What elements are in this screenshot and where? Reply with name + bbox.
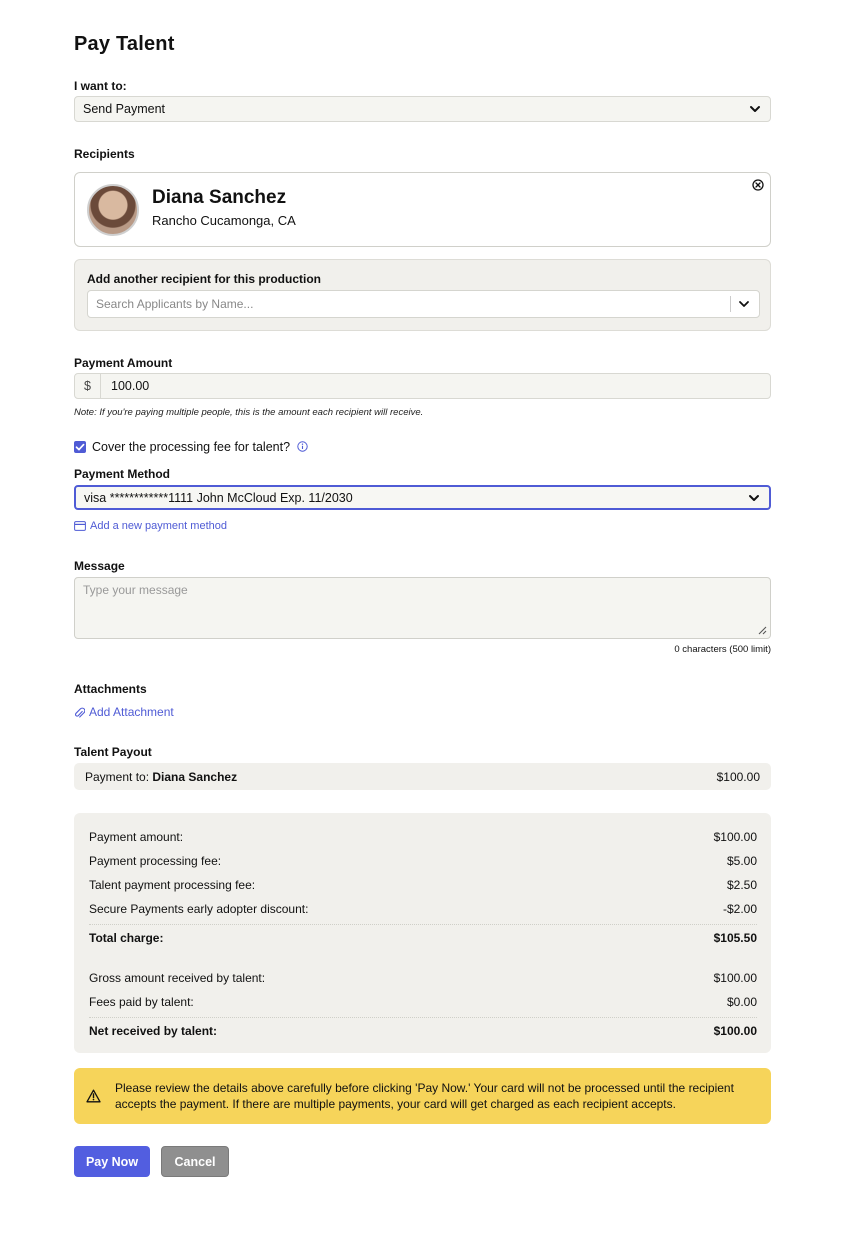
add-recipient-label: Add another recipient for this production [87,272,321,286]
talent-payout-label: Talent Payout [74,745,152,759]
check-icon [74,441,86,453]
summary-label: Fees paid by talent: [89,995,194,1009]
intent-select[interactable] [74,96,771,122]
net-received-value: $100.00 [713,1024,757,1038]
summary-value: $2.50 [726,878,757,892]
message-label: Message [74,559,125,573]
warning-banner [74,1068,771,1124]
summary-divider [89,924,757,925]
net-received-row [89,1024,757,1038]
summary-row [89,971,757,985]
search-separator [730,296,731,312]
summary-label: Payment processing fee: [89,854,222,868]
summary-row [89,995,757,1009]
payment-method-select[interactable] [74,485,771,510]
summary-label: Secure Payments early adopter discount: [89,902,309,916]
charge-summary [74,813,771,1053]
warning-text: Please review the details above carefully before clicking 'Pay Now.' Your card will not be processed until the recipient accepts the payment. If there are multiple payments, your card will get charged as each recipient accepts. [115,1081,734,1111]
summary-label: Gross amount received by talent: [89,971,266,985]
total-charge-value: $105.50 [713,931,757,945]
cancel-button[interactable]: Cancel [161,1146,229,1177]
intent-value: Send Payment [83,102,165,116]
summary-row [89,878,757,892]
message-placeholder: Type your message [83,583,188,597]
info-icon[interactable] [297,441,308,452]
recipient-location: Rancho Cucamonga, CA [152,213,296,228]
search-applicants-input[interactable] [87,290,760,318]
avatar [87,184,139,236]
add-recipient-panel [74,259,771,331]
warning-icon [86,1089,101,1103]
summary-value: $5.00 [726,854,757,868]
search-placeholder: Search Applicants by Name... [96,297,254,311]
cover-fee-checkbox[interactable] [74,441,86,453]
resize-handle-icon[interactable] [757,625,767,635]
payment-amount-note: Note: If you're paying multiple people, this is the amount each recipient will receive. [74,407,424,418]
credit-card-icon [74,521,86,531]
summary-label: Talent payment processing fee: [89,878,256,892]
summary-value: $100.00 [713,971,757,985]
summary-row [89,854,757,868]
chevron-down-icon [748,102,762,116]
talent-payout-row [74,763,771,790]
message-char-count: 0 characters (500 limit) [674,644,771,655]
page-title: Pay Talent [74,33,175,55]
summary-value: $0.00 [726,995,757,1009]
summary-row [89,902,757,916]
currency-symbol: $ [75,374,101,398]
payment-amount-value: 100.00 [111,379,150,393]
summary-label: Payment amount: [89,830,184,844]
net-received-label: Net received by talent: [89,1024,218,1038]
cover-fee-label[interactable]: Cover the processing fee for talent? [92,440,291,454]
add-payment-method-text: Add a new payment method [90,520,227,532]
summary-value: $100.00 [713,830,757,844]
total-charge-row [89,931,757,945]
payment-method-value: visa ************1111 John McCloud Exp. 11/2030 [84,490,353,505]
payout-recipient-name: Diana Sanchez [152,769,238,784]
summary-value: -$2.00 [722,902,757,916]
recipient-name: Diana Sanchez [152,187,287,208]
intent-label: I want to: [74,79,127,93]
chevron-down-icon [747,491,761,505]
remove-recipient-icon[interactable] [752,179,764,191]
add-payment-method-link[interactable] [74,520,227,532]
recipients-label: Recipients [74,147,135,161]
payment-amount-label: Payment Amount [74,356,173,370]
summary-divider [89,1017,757,1018]
payout-amount: $100.00 [716,769,760,784]
chevron-down-icon[interactable] [737,297,751,311]
attachments-label: Attachments [74,682,147,696]
total-charge-label: Total charge: [89,931,164,945]
add-attachment-text: Add Attachment [89,705,174,719]
pay-now-button[interactable]: Pay Now [74,1146,150,1177]
payout-prefix: Payment to: [85,769,150,784]
payout-recipient [85,770,717,784]
add-attachment-link[interactable] [74,705,174,719]
payment-amount-input[interactable] [74,373,771,399]
payment-method-label: Payment Method [74,467,171,481]
summary-row [89,830,757,844]
message-textarea[interactable] [74,577,771,639]
recipient-card [74,172,771,247]
paperclip-icon [74,706,85,719]
